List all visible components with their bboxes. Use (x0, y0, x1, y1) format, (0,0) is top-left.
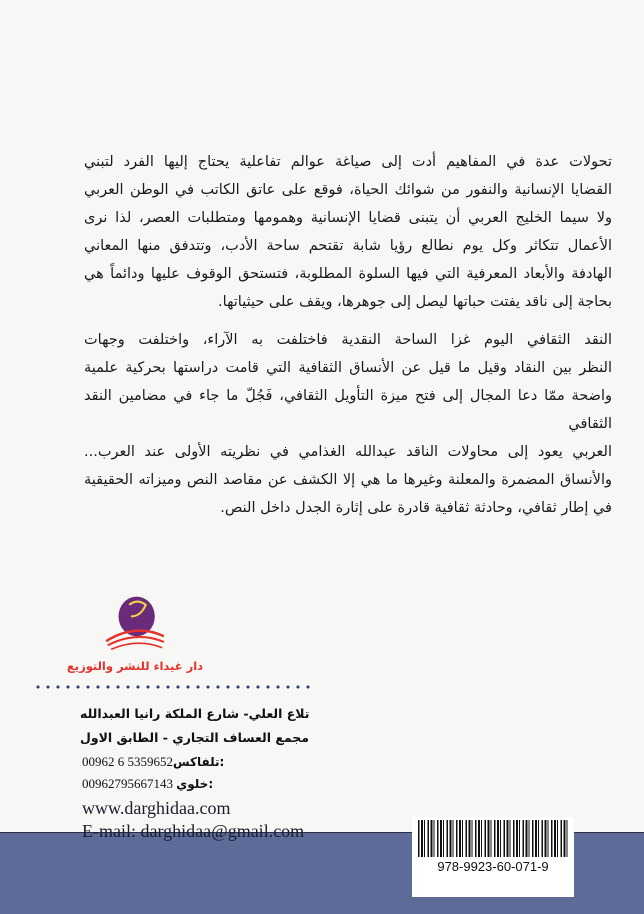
text-line: الأعمال تتكاثر وكل يوم نطالع رؤيا شابة تقتحم ساحة الأدب، وتتدفق منها المعاني (84, 238, 612, 254)
dotted-divider (33, 685, 313, 689)
text-line: بحاجة إلى ناقد يفتت حباتها ليصل إلى جوهرها، ويقف على حيثياتها. (218, 294, 612, 310)
fax-number: 00962 6 5359652 (82, 754, 173, 769)
text-line: النقد الثقافي اليوم غزا الساحة النقدية فاختلفت به الآراء، واختلفت وجهات (84, 332, 612, 348)
blurb-paragraph-2 (84, 326, 612, 522)
fax-line (82, 753, 224, 771)
address-line-1 (80, 704, 310, 724)
text-line: النظر بين النقاد وقيل ما قيل عن الأنساق الثقافية التي قامت دراستها بحركية علمية (84, 360, 612, 376)
address-line-2 (80, 728, 310, 748)
email-link[interactable]: E-mail: darghidaa@gmail.com (82, 821, 305, 841)
isbn-number: 978-9923-60-071-9 (437, 859, 549, 874)
mobile-line (82, 775, 213, 793)
fax-label: تلفاكس: (173, 755, 225, 769)
address-line-1-text: تلاع العلي- شارع الملكة رانيا العبدالله (80, 706, 310, 721)
text-line: واضحة ممّا دعا المجال إلى فتح ميزة التأويل الثقافي، فَجُلّ ما جاء في مضامين النقد الثقافي (84, 388, 612, 432)
text-line: الهادفة والأبعاد المعرفية التي فيها السلوة المطلوبة، فتستحق الوقوف عليها ودائماً هي (84, 266, 612, 282)
publisher-name: دار غيداء للنشر والتوزيع (66, 659, 204, 673)
isbn-barcode (412, 817, 574, 897)
blurb-paragraph-1 (84, 148, 612, 316)
text-line: والأنساق المضمرة والمعلنة وغيرها ما هي إلا الكشف عن مقاصد النص وميزاته الحقيقية (84, 472, 612, 488)
blurb (84, 148, 612, 522)
address-line-2-text: مجمع العساف التجاري - الطابق الاول (80, 730, 310, 745)
mobile-number: 00962795667143 (82, 776, 173, 791)
publisher-logo (80, 590, 190, 656)
barcode-bars (418, 820, 568, 857)
website-link[interactable]: www.darghidaa.com (82, 798, 231, 818)
text-line: القضايا الإنسانية والنفور من شوائك الحياة، فوقع على عاتق الكاتب في الوطن العربي (84, 182, 612, 198)
mobile-label: خلوي: (176, 777, 214, 791)
text-line: ولا سيما الخليج العربي أن يتبنى قضايا الإنسانية وهمومها ومتطلبات العصر، لذا نرى (84, 210, 612, 226)
text-line: في إطار ثقافي، وحادثة ثقافية قادرة على إثارة الجدل داخل النص. (220, 500, 612, 516)
text-line: تحولات عدة في المفاهيم أدت إلى صياغة عوالم تفاعلية يحتاج إليها الفرد لتبني (84, 154, 612, 170)
text-line: العربي يعود إلى محاولات الناقد عبدالله الغذامي في نظريته الأولى عند العرب... (84, 444, 612, 460)
